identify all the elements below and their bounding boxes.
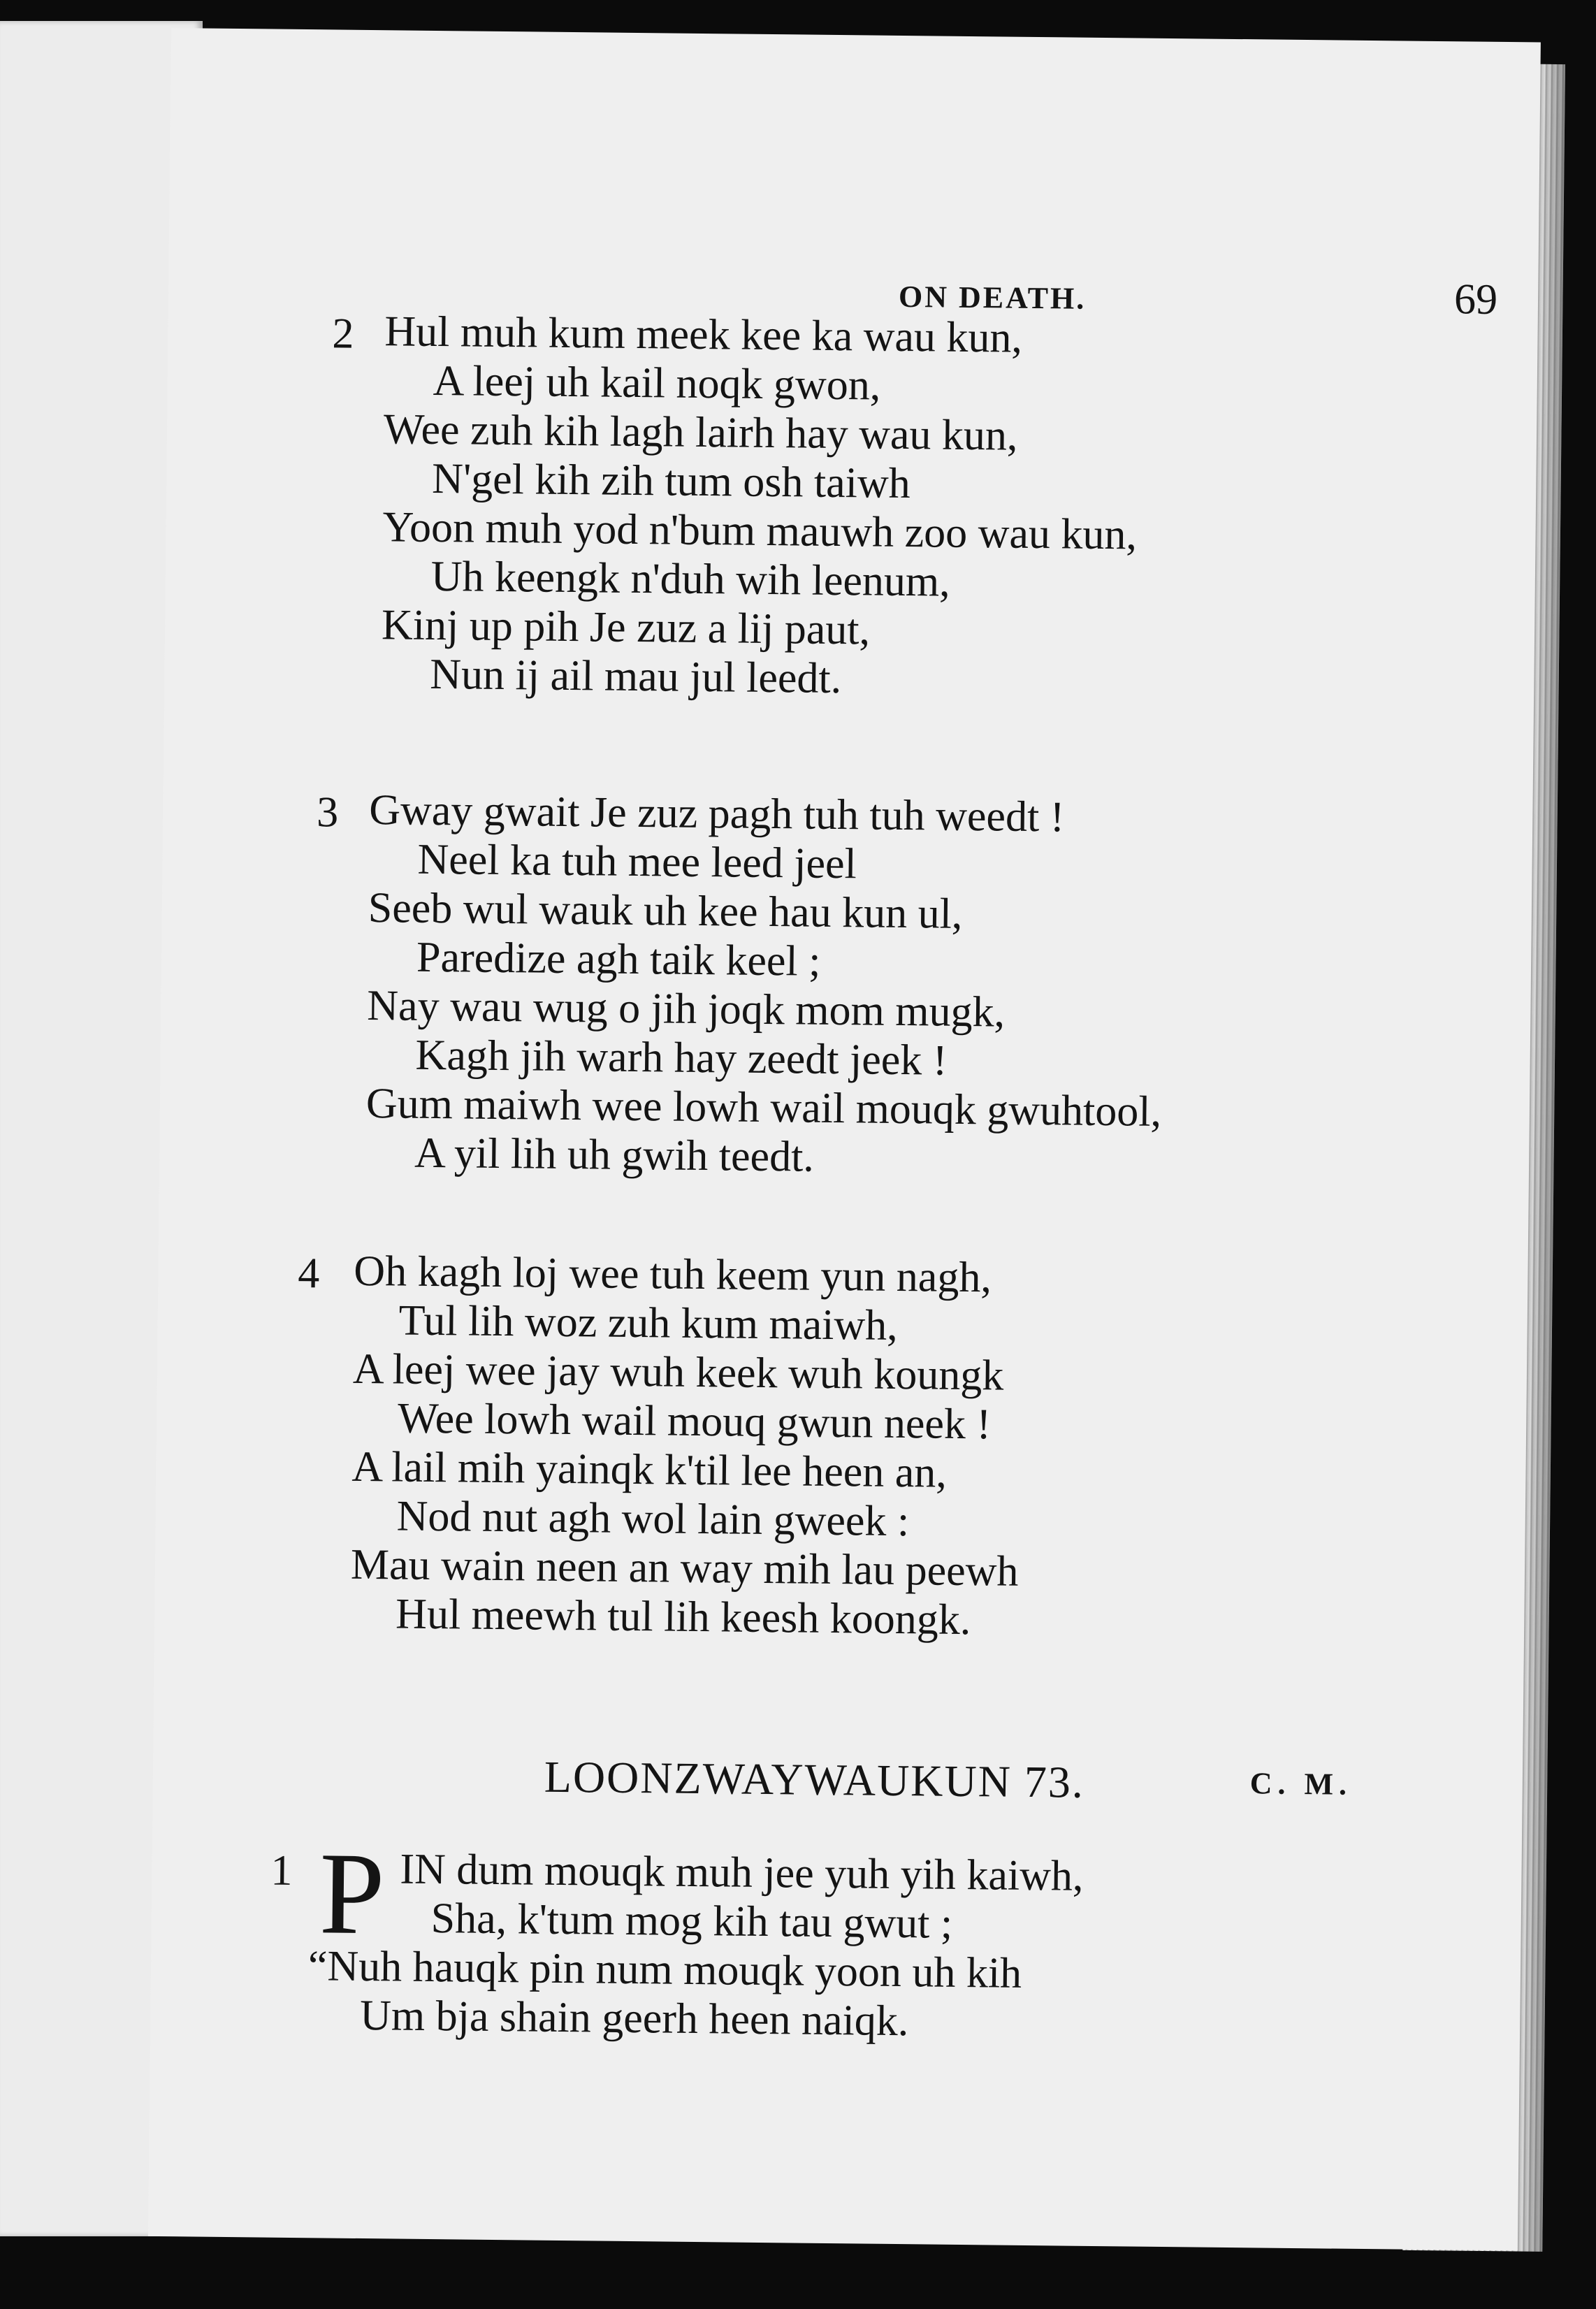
verse-line: Tul lih woz zuh kum maiwh,	[398, 1296, 899, 1349]
verse-line: Kagh jih warh hay zeedt jeek !	[415, 1031, 948, 1085]
verse-line: IN dum mouqk muh jee yuh yih kaiwh,	[400, 1845, 1084, 1900]
verse-number: 1	[270, 1846, 293, 1895]
verse-line: Uh keengk n'duh wih leenum,	[430, 552, 951, 606]
verse-4	[159, 1247, 1416, 1644]
verse-line: N'gel kih zih tum osh taiwh	[431, 454, 911, 508]
verse-line: Kinj up pih Je zuz a lij paut,	[381, 601, 871, 654]
verse-line: Gum maiwh wee lowh wail mouqk gwuhtool,	[365, 1080, 1162, 1136]
verse-3	[164, 786, 1421, 1181]
verse-line: Nay wau wug o jih joqk mom mugk,	[367, 982, 1006, 1036]
page-number: 69	[1453, 275, 1498, 324]
verse-line: Yoon muh yod n'bum mauwh zoo wau kun,	[382, 503, 1138, 559]
hymn-title: LOONZWAYWAUKUN 73.	[544, 1751, 1085, 1807]
drop-cap: P	[319, 1828, 386, 1960]
hymn-verse-1	[152, 1828, 1410, 2046]
verse-line: Paredize agh taik keel ;	[416, 933, 821, 985]
verse-line: Um bja shain geerh heen naiqk.	[359, 1991, 909, 2046]
verse-line: “Nuh hauqk pin num mouqk yoon uh kih	[307, 1942, 1022, 1997]
verse-line: A yil lih uh gwih teedt.	[414, 1129, 815, 1181]
verse-line: Hul meewh tul lih keesh koongk.	[395, 1590, 971, 1644]
verse-line: Wee zuh kih lagh lairh hay wau kun,	[383, 405, 1018, 460]
verse-number: 4	[297, 1249, 320, 1298]
verse-line: Gway gwait Je zuz pagh tuh tuh weedt !	[368, 786, 1065, 841]
hymn-meter: C. M.	[1249, 1766, 1353, 1802]
running-head: ON DEATH.	[898, 279, 1087, 316]
verse-line: A lail mih yainqk k'til lee heen an,	[351, 1442, 948, 1497]
verse-line: Oh kagh loj wee tuh keem yun nagh,	[354, 1247, 992, 1302]
verse-line: Seeb wul wauk uh kee hau kun ul,	[368, 884, 963, 938]
verse-line: Mau wain neen an way mih lau peewh	[350, 1540, 1019, 1595]
verse-line: A leej wee jay wuh keek wuh koungk	[352, 1345, 1004, 1400]
verse-2	[168, 307, 1426, 703]
verse-line: Neel ka tuh mee leed jeel	[417, 835, 857, 888]
verse-line: Nun ij ail mau jul leedt.	[429, 650, 842, 703]
book-page	[148, 28, 1541, 2250]
verse-line: Nod nut agh wol lain gweek :	[396, 1492, 910, 1546]
verse-number: 2	[332, 310, 354, 358]
verse-line: Hul muh kum meek kee ka wau kun,	[384, 307, 1023, 362]
verse-line: Wee lowh wail mouq gwun neek !	[397, 1394, 992, 1449]
verse-number: 3	[316, 788, 339, 837]
verse-line: Sha, k'tum mog kih tau gwut ;	[430, 1895, 953, 1948]
verse-line: A leej uh kail noqk gwon,	[433, 356, 881, 410]
page-header	[728, 264, 1525, 324]
